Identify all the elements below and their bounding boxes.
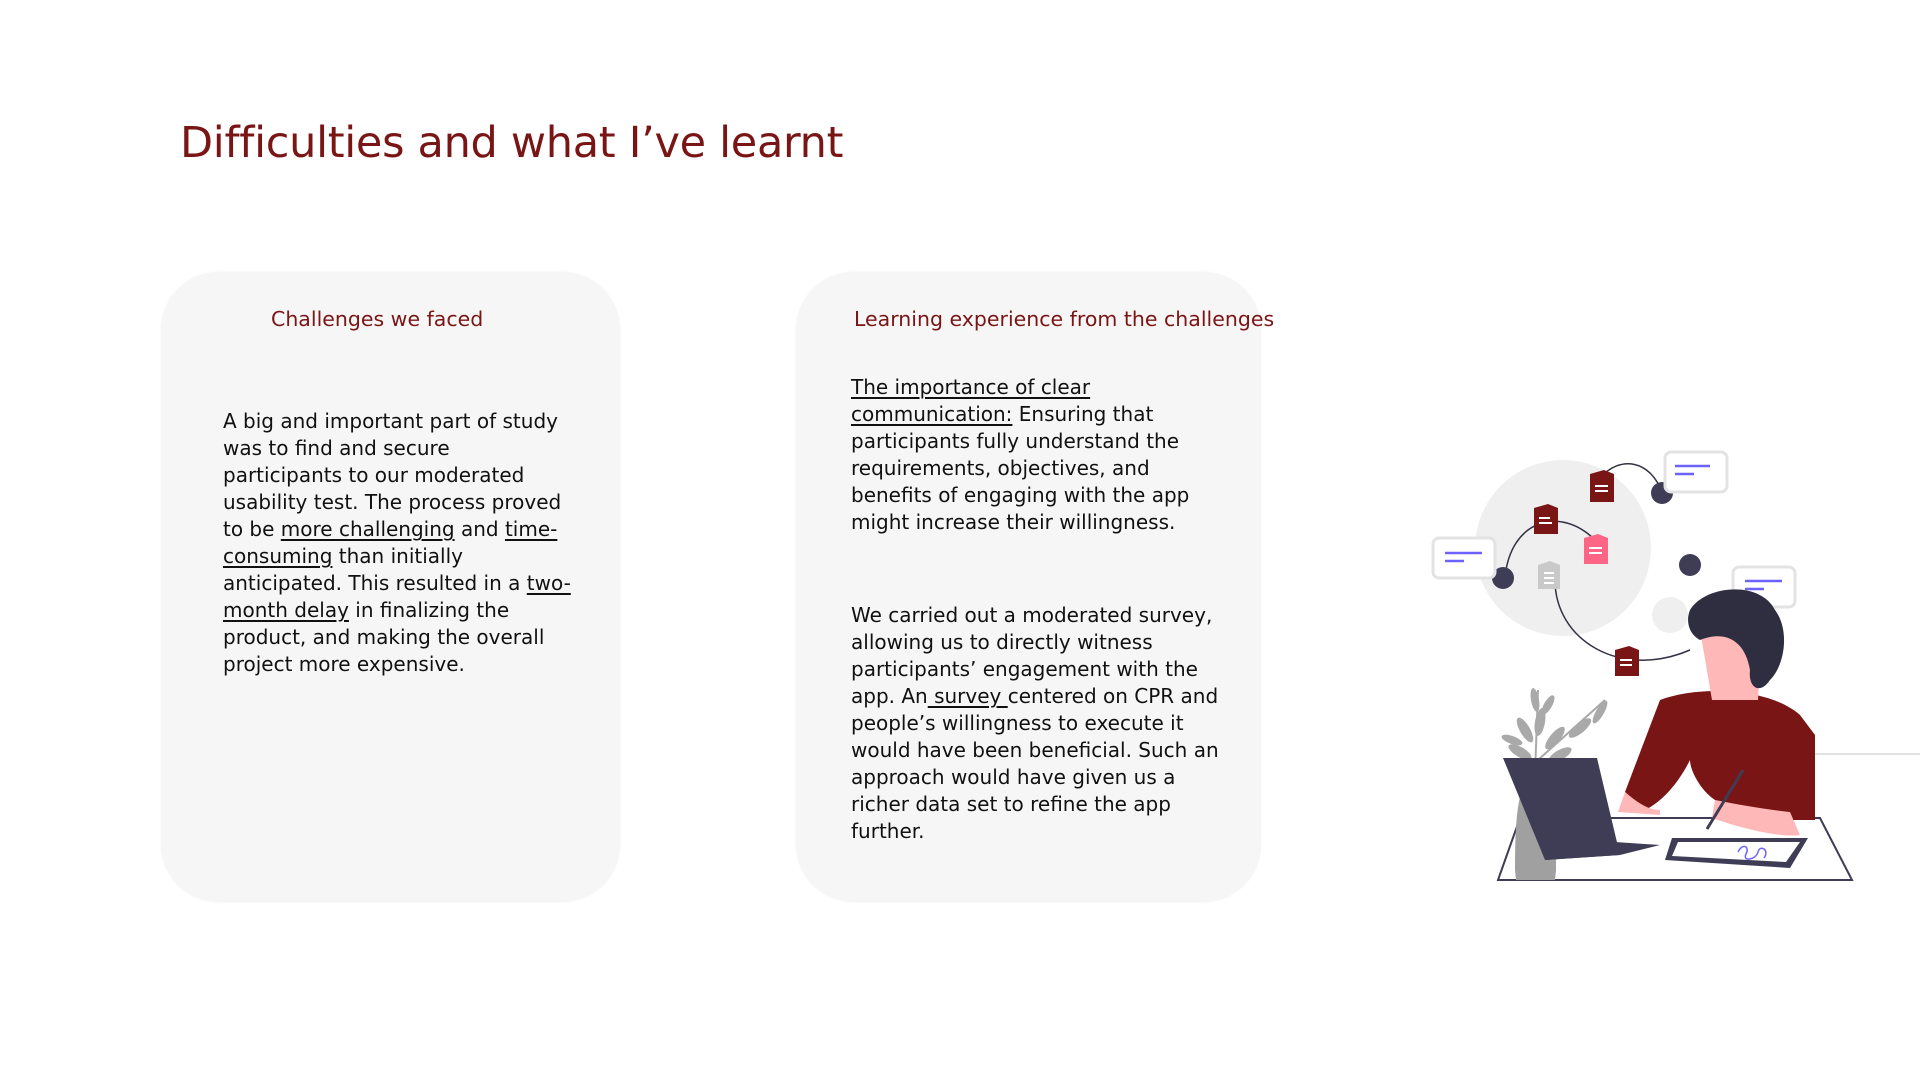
more-challenging-highlight: more challenging xyxy=(280,517,455,541)
learning-card xyxy=(796,272,1275,902)
page-title: Difficulties and what I’ve learnt xyxy=(180,118,844,168)
challenges-text: A big and important part of study was to find and secure participants to our moderated usability test. The process proved to be more challenging and time-consuming than initially anticipated. This resulted in a two-month delay in finalizing the product, and making the overall project more expensive. xyxy=(223,409,571,676)
time-consuming-highlight: time-consuming xyxy=(223,517,558,568)
challenges-heading: Challenges we faced xyxy=(271,307,484,331)
survey-highlight: survey xyxy=(927,684,1008,708)
clear-communication-highlight: The importance of clear communication: xyxy=(851,375,1091,426)
learning-heading: Learning experience from the challenges xyxy=(854,307,1275,331)
challenges-card xyxy=(161,272,620,902)
person-working-at-laptop-illustration xyxy=(1425,440,1920,900)
learning-text-communication: The importance of clear communication: Ensuring that participants fully understand the requirements, objectives, and benefits of engaging with the app might increase their willingness. xyxy=(851,375,1190,534)
learning-text-survey: We carried out a moderated survey, allowing us to directly witness participants’ engagement with the app. An survey centered on CPR and people’s willingness to execute it would have been beneficial. Such an approach would have given us a richer data set to refine the app further. xyxy=(851,603,1219,843)
two-month-delay-highlight: two-month delay xyxy=(223,571,571,622)
